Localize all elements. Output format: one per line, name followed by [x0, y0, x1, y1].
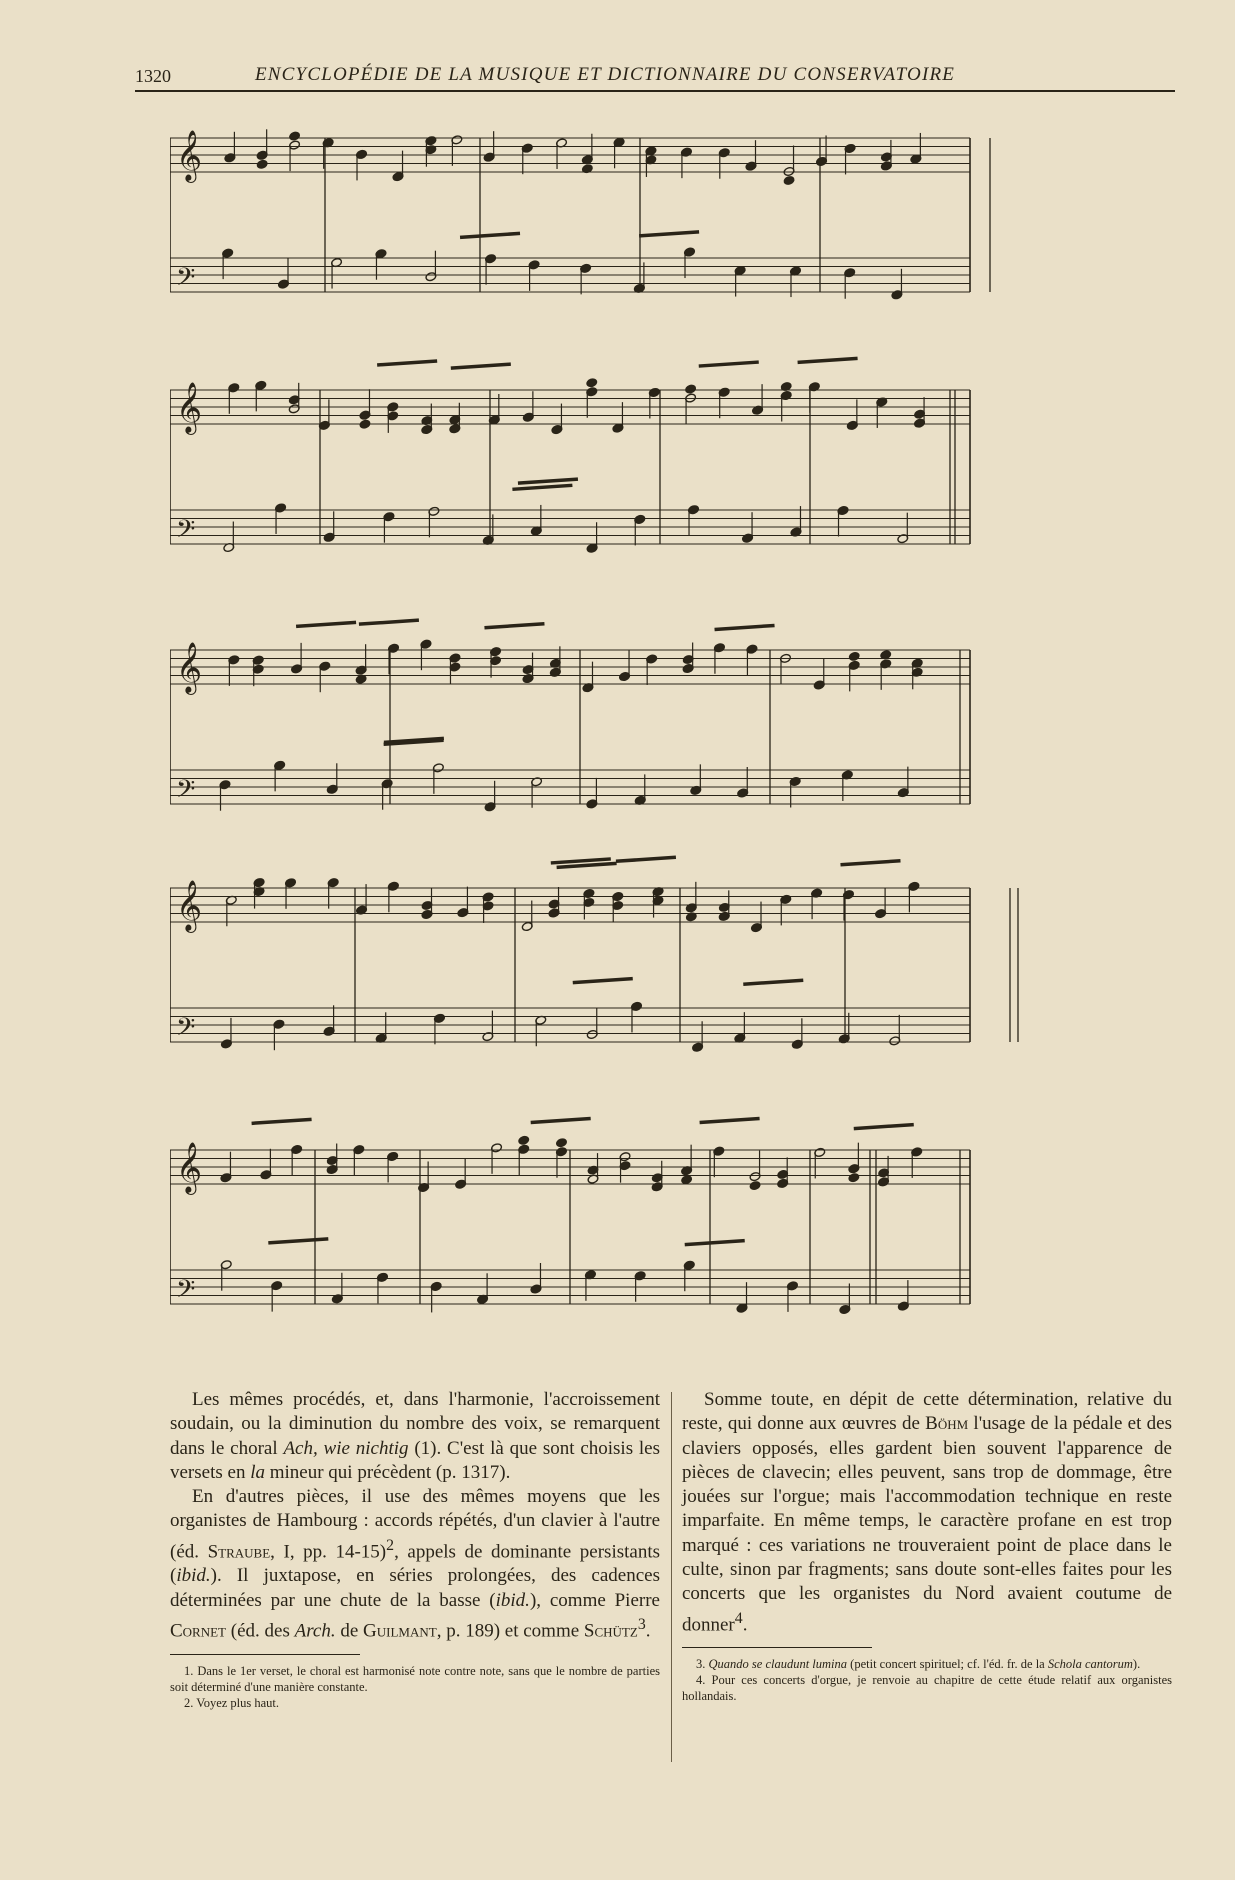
beam: [460, 233, 520, 237]
note-head: [749, 1181, 761, 1191]
treble-clef: 𝄞: [176, 130, 203, 181]
right-column: [682, 1388, 1172, 1704]
beam: [798, 358, 858, 362]
beam: [743, 980, 803, 984]
bass-clef: 𝄢: [176, 1275, 196, 1310]
bass-clef: 𝄢: [176, 775, 196, 810]
footnote-rule: [170, 1654, 360, 1655]
beam: [531, 1118, 591, 1122]
note-head: [848, 1173, 860, 1183]
music-score: [170, 120, 1170, 1340]
treble-clef: 𝄞: [176, 642, 203, 693]
footnote-rule: [682, 1647, 872, 1648]
treble-clef: 𝄞: [176, 1142, 203, 1193]
column-divider: [671, 1392, 672, 1762]
beam: [639, 232, 699, 236]
running-title: ENCYCLOPÉDIE DE LA MUSIQUE ET DICTIONNAIRE DU CONSERVATOIRE: [255, 64, 956, 85]
header-rule: [135, 90, 1175, 92]
beam: [557, 863, 617, 867]
note-head: [556, 1138, 568, 1148]
note-head: [783, 175, 795, 185]
bass-clef: 𝄢: [176, 1013, 196, 1048]
beam: [268, 1239, 328, 1243]
page-number: 1320: [135, 66, 171, 86]
note-head: [256, 159, 268, 169]
beam: [451, 364, 511, 368]
footnote-3: 3. Quando se claudunt lumina (petit concert spirituel; cf. l'éd. fr. de la Schola cantorum).: [696, 1657, 1141, 1672]
beam: [377, 361, 437, 365]
beam: [715, 625, 775, 629]
footnote-2: 2. Voyez plus haut.: [184, 1695, 280, 1710]
beam: [252, 1119, 312, 1123]
page-header: [135, 62, 1175, 92]
beam: [573, 979, 633, 983]
note-head: [681, 1175, 693, 1185]
treble-clef: 𝄞: [176, 880, 203, 931]
paragraph: En d'autres pièces, il use des mêmes moyens que les organistes de Hambourg : accords répétés, d'un clavier à l'autre (éd. Straube, I, pp. 14-15)$^2$, appels de dominante persistants (ibid.). Il juxtapose, en séries prolongées, des cadences déterminées par une chute de la basse (ibid.), comme Pierre Cornet (éd. des Arch. de Guilmant, p. 189) et comme Schütz$^3$.: [170, 1486, 661, 1642]
beam: [518, 479, 578, 483]
note-head: [289, 131, 301, 141]
left-column: [170, 1388, 660, 1711]
beam: [296, 622, 356, 626]
beam: [700, 1119, 760, 1123]
beam: [616, 857, 676, 861]
note-head: [685, 384, 697, 394]
beam: [512, 485, 572, 489]
note-head: [848, 651, 860, 661]
note-head: [518, 1135, 530, 1145]
beam: [359, 620, 419, 624]
beam: [685, 1241, 745, 1245]
bass-clef: 𝄢: [176, 263, 196, 298]
footnote-4: 4. Pour ces concerts d'orgue, je renvoie au chapitre de cette étude relatif aux organistes hollandais.: [682, 1673, 1172, 1704]
treble-clef: 𝄞: [176, 382, 203, 433]
beam: [484, 624, 544, 628]
bass-clef: 𝄢: [176, 515, 196, 550]
footnote-1: 1. Dans le 1er verset, le choral est harmonisé note contre note, sans que le nombre de parties soit déterminé d'une manière constante.: [170, 1663, 660, 1694]
beam: [699, 362, 759, 366]
note-head: [359, 419, 371, 429]
beam: [551, 859, 611, 863]
beam: [840, 861, 900, 865]
paragraph: Somme toute, en dépit de cette détermination, relative du reste, qui donne aux œuvres de Böhm l'usage de la pédale et des claviers opposés, elles gardent bien souvent l'apparence de pièces de clavecin; elles peuvent, sans trop de dommage, être jouées sur l'orgue; mais l'accommodation technique en reste imparfaite. En même temps, le caractère profane en est trop marqué : ces variations ne trouveraient point de place dans le culte, sinon par fragments; sans doute sont-elles faites pour les concerts que les organistes du Nord avaient coutume de donner$^4$.: [682, 1389, 1172, 1635]
paragraph: Les mêmes procédés, et, dans l'harmonie, l'accroissement soudain, ou la diminution du nombre des voix, se remarquent dans le choral Ach, wie nichtig (1). C'est là que sont choisis les versets en la mineur qui précèdent (p. 1317).: [170, 1389, 661, 1483]
beam: [854, 1125, 914, 1129]
note-head: [586, 378, 598, 388]
